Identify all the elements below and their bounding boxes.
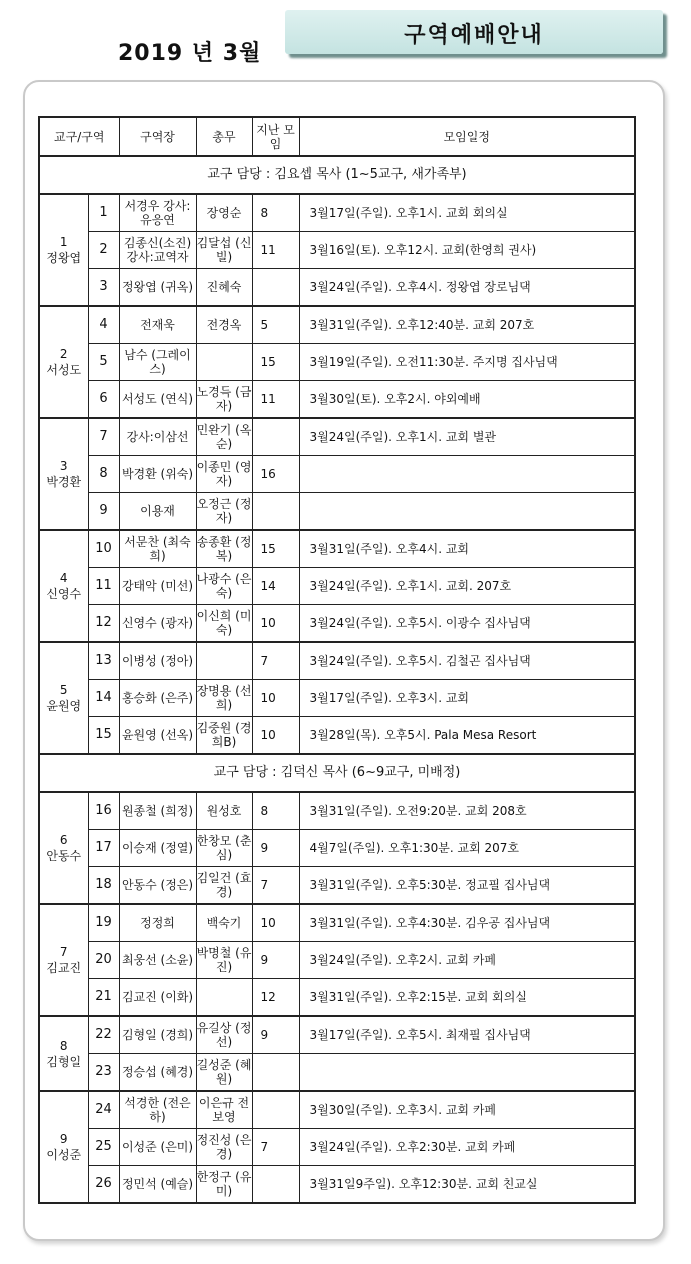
meeting-schedule: 3월30일(토). 오후2시. 야외예배 xyxy=(299,381,635,419)
header-row xyxy=(39,117,635,156)
group-number: 5 xyxy=(59,683,68,697)
table-row xyxy=(39,456,635,493)
district-leader: 강사:이삼선 xyxy=(119,418,196,456)
meeting-schedule: 3월16일(토). 오후12시. 교회(한영희 권사) xyxy=(299,232,635,269)
group-name: 안동수 xyxy=(46,849,82,863)
meeting-schedule: 3월19일(주일). 오전11:30분. 주지명 집사님댁 xyxy=(299,344,635,381)
district-number: 6 xyxy=(88,381,119,419)
group-name: 정왕엽 xyxy=(46,251,82,265)
schedule-table xyxy=(38,116,636,1204)
group-number: 2 xyxy=(59,347,68,361)
district-leader: 김형일 (경희) xyxy=(119,1016,196,1054)
last-meeting-count: 14 xyxy=(252,568,299,605)
meeting-schedule: 3월31일9주일). 오후12:30분. 교회 친교실 xyxy=(299,1166,635,1204)
table-row xyxy=(39,1016,635,1054)
meeting-schedule: 4월7일(주일). 오후1:30분. 교회 207호 xyxy=(299,830,635,867)
table-row xyxy=(39,830,635,867)
district-treasurer xyxy=(196,642,252,680)
district-leader: 이승재 (정열) xyxy=(119,830,196,867)
table-row xyxy=(39,568,635,605)
meeting-schedule xyxy=(299,493,635,531)
banner-title: 구역예배안내 xyxy=(404,23,544,48)
district-treasurer: 유길상 (정선) xyxy=(196,1016,252,1054)
district-number: 4 xyxy=(88,306,119,344)
district-treasurer: 김일건 (효경) xyxy=(196,867,252,905)
section-title: 교구 담당 : 김덕신 목사 (6~9교구, 미배정) xyxy=(39,754,635,792)
last-meeting-count xyxy=(252,418,299,456)
meeting-schedule: 3월31일(주일). 오후5:30분. 정교필 집사님댁 xyxy=(299,867,635,905)
meeting-schedule: 3월17일(주일). 오후5시. 최재필 집사님댁 xyxy=(299,1016,635,1054)
group-cell xyxy=(39,642,88,754)
section-title: 교구 담당 : 김요셉 목사 (1~5교구, 새가족부) xyxy=(39,156,635,194)
district-leader: 김종신(소진) 강사:교역자 xyxy=(119,232,196,269)
table-row xyxy=(39,979,635,1017)
table-row xyxy=(39,232,635,269)
district-leader: 김교진 (이화) xyxy=(119,979,196,1017)
header-leader: 구역장 xyxy=(119,117,196,156)
district-number: 17 xyxy=(88,830,119,867)
table-row xyxy=(39,1129,635,1166)
meeting-schedule: 3월30일(주일). 오후3시. 교회 카페 xyxy=(299,1091,635,1129)
district-treasurer: 진혜숙 xyxy=(196,269,252,307)
meeting-schedule: 3월28일(목). 오후5시. Pala Mesa Resort xyxy=(299,717,635,755)
meeting-schedule: 3월31일(주일). 오후4:30분. 김우공 집사님댁 xyxy=(299,904,635,942)
meeting-schedule: 3월24일(주일). 오후2시. 교회 카페 xyxy=(299,942,635,979)
district-leader: 전재욱 xyxy=(119,306,196,344)
district-treasurer: 이신희 (미숙) xyxy=(196,605,252,643)
last-meeting-count xyxy=(252,1166,299,1204)
district-treasurer: 김달섭 (신빌) xyxy=(196,232,252,269)
district-treasurer: 민완기 (옥순) xyxy=(196,418,252,456)
district-number: 15 xyxy=(88,717,119,755)
district-treasurer: 전경옥 xyxy=(196,306,252,344)
district-treasurer: 이종민 (영자) xyxy=(196,456,252,493)
district-leader: 윤원영 (선옥) xyxy=(119,717,196,755)
group-number: 7 xyxy=(59,945,68,959)
district-number: 24 xyxy=(88,1091,119,1129)
header-group: 교구/구역 xyxy=(39,117,119,156)
last-meeting-count xyxy=(252,1054,299,1092)
district-number: 10 xyxy=(88,530,119,568)
last-meeting-count: 12 xyxy=(252,979,299,1017)
meeting-schedule: 3월31일(주일). 오후12:40분. 교회 207호 xyxy=(299,306,635,344)
district-number: 9 xyxy=(88,493,119,531)
last-meeting-count: 7 xyxy=(252,1129,299,1166)
last-meeting-count: 8 xyxy=(252,792,299,830)
last-meeting-count: 11 xyxy=(252,232,299,269)
header-treasurer: 총무 xyxy=(196,117,252,156)
group-name: 서성도 xyxy=(46,363,82,377)
district-treasurer: 박명철 (유진) xyxy=(196,942,252,979)
district-treasurer: 길성준 (혜원) xyxy=(196,1054,252,1092)
title-banner xyxy=(285,10,663,54)
district-treasurer xyxy=(196,344,252,381)
district-leader: 남수 (그레이스) xyxy=(119,344,196,381)
last-meeting-count: 9 xyxy=(252,1016,299,1054)
table-row xyxy=(39,717,635,755)
district-leader: 석경한 (전은하) xyxy=(119,1091,196,1129)
district-leader: 서경우 강사:유응연 xyxy=(119,194,196,232)
district-treasurer: 백숙기 xyxy=(196,904,252,942)
last-meeting-count: 5 xyxy=(252,306,299,344)
table-row xyxy=(39,1091,635,1129)
last-meeting-count: 10 xyxy=(252,605,299,643)
district-number: 16 xyxy=(88,792,119,830)
district-leader: 정민석 (예슬) xyxy=(119,1166,196,1204)
district-number: 11 xyxy=(88,568,119,605)
meeting-schedule: 3월31일(주일). 오후2:15분. 교회 회의실 xyxy=(299,979,635,1017)
district-treasurer: 정진성 (은경) xyxy=(196,1129,252,1166)
table-row xyxy=(39,381,635,419)
district-number: 26 xyxy=(88,1166,119,1204)
last-meeting-count: 10 xyxy=(252,904,299,942)
table-row xyxy=(39,904,635,942)
header-last-meeting: 지난 모임 xyxy=(252,117,299,156)
date-title: 2019 년 3월 xyxy=(118,41,262,66)
district-leader: 정정희 xyxy=(119,904,196,942)
district-leader: 이병성 (정아) xyxy=(119,642,196,680)
district-leader: 강태악 (미선) xyxy=(119,568,196,605)
last-meeting-count: 9 xyxy=(252,830,299,867)
district-leader: 안동수 (정은) xyxy=(119,867,196,905)
district-leader: 이용재 xyxy=(119,493,196,531)
district-treasurer: 오정근 (정자) xyxy=(196,493,252,531)
district-leader: 박경환 (위숙) xyxy=(119,456,196,493)
district-number: 3 xyxy=(88,269,119,307)
district-treasurer: 나광수 (은숙) xyxy=(196,568,252,605)
meeting-schedule: 3월17일(주일). 오후3시. 교회 xyxy=(299,680,635,717)
district-number: 13 xyxy=(88,642,119,680)
district-treasurer: 이은규 전보영 xyxy=(196,1091,252,1129)
district-leader: 원종철 (희정) xyxy=(119,792,196,830)
district-number: 18 xyxy=(88,867,119,905)
meeting-schedule: 3월24일(주일). 오후2:30분. 교회 카페 xyxy=(299,1129,635,1166)
table-row xyxy=(39,792,635,830)
district-number: 8 xyxy=(88,456,119,493)
group-cell xyxy=(39,792,88,904)
section-row xyxy=(39,754,635,792)
district-number: 25 xyxy=(88,1129,119,1166)
last-meeting-count xyxy=(252,1091,299,1129)
table-row xyxy=(39,680,635,717)
district-treasurer: 김중원 (경희B) xyxy=(196,717,252,755)
group-number: 3 xyxy=(59,459,68,473)
group-number: 1 xyxy=(59,235,68,249)
group-cell xyxy=(39,1091,88,1203)
table-row xyxy=(39,605,635,643)
district-leader: 서성도 (연식) xyxy=(119,381,196,419)
group-name: 이성준 xyxy=(46,1148,82,1162)
district-treasurer: 송종환 (정복) xyxy=(196,530,252,568)
last-meeting-count: 10 xyxy=(252,717,299,755)
group-number: 8 xyxy=(59,1038,68,1053)
district-treasurer: 장영순 xyxy=(196,194,252,232)
district-treasurer: 원성호 xyxy=(196,792,252,830)
group-number: 4 xyxy=(59,571,68,585)
group-number: 9 xyxy=(59,1132,68,1146)
last-meeting-count: 7 xyxy=(252,642,299,680)
meeting-schedule xyxy=(299,456,635,493)
district-number: 1 xyxy=(88,194,119,232)
meeting-schedule xyxy=(299,1054,635,1092)
district-leader: 정승섭 (혜경) xyxy=(119,1054,196,1092)
last-meeting-count: 15 xyxy=(252,530,299,568)
district-number: 2 xyxy=(88,232,119,269)
district-treasurer: 노경득 (금자) xyxy=(196,381,252,419)
district-treasurer: 한정구 (유미) xyxy=(196,1166,252,1204)
table-row xyxy=(39,1166,635,1204)
district-leader: 신영수 (광자) xyxy=(119,605,196,643)
table-row xyxy=(39,493,635,531)
last-meeting-count xyxy=(252,493,299,531)
group-cell xyxy=(39,306,88,418)
group-number: 6 xyxy=(59,833,68,847)
table-row xyxy=(39,1054,635,1092)
district-number: 14 xyxy=(88,680,119,717)
district-number: 23 xyxy=(88,1054,119,1092)
district-number: 22 xyxy=(88,1016,119,1054)
table-row xyxy=(39,530,635,568)
district-leader: 서문찬 (최숙희) xyxy=(119,530,196,568)
group-cell xyxy=(39,1016,88,1091)
group-cell xyxy=(39,530,88,642)
meeting-schedule: 3월24일(주일). 오후5시. 김철곤 집사님댁 xyxy=(299,642,635,680)
last-meeting-count: 7 xyxy=(252,867,299,905)
table-row xyxy=(39,306,635,344)
last-meeting-count: 9 xyxy=(252,942,299,979)
table-row xyxy=(39,344,635,381)
table-row xyxy=(39,942,635,979)
meeting-schedule: 3월17일(주일). 오후1시. 교회 회의실 xyxy=(299,194,635,232)
last-meeting-count: 10 xyxy=(252,680,299,717)
group-cell xyxy=(39,904,88,1016)
district-treasurer: 한창모 (춘심) xyxy=(196,830,252,867)
group-cell xyxy=(39,194,88,306)
group-name: 김형일 xyxy=(46,1054,82,1069)
group-cell xyxy=(39,418,88,530)
district-number: 20 xyxy=(88,942,119,979)
district-number: 5 xyxy=(88,344,119,381)
header-schedule: 모임일정 xyxy=(299,117,635,156)
district-leader: 홍승화 (은주) xyxy=(119,680,196,717)
table-row xyxy=(39,642,635,680)
district-number: 7 xyxy=(88,418,119,456)
meeting-schedule: 3월31일(주일). 오후4시. 교회 xyxy=(299,530,635,568)
table-row xyxy=(39,418,635,456)
table-row xyxy=(39,867,635,905)
meeting-schedule: 3월24일(주일). 오후1시. 교회. 207호 xyxy=(299,568,635,605)
district-treasurer xyxy=(196,979,252,1017)
last-meeting-count: 15 xyxy=(252,344,299,381)
last-meeting-count: 11 xyxy=(252,381,299,419)
section-row xyxy=(39,156,635,194)
table-row xyxy=(39,269,635,307)
district-number: 12 xyxy=(88,605,119,643)
meeting-schedule: 3월31일(주일). 오전9:20분. 교회 208호 xyxy=(299,792,635,830)
group-name: 신영수 xyxy=(46,587,82,601)
group-name: 박경환 xyxy=(46,475,82,489)
district-leader: 최웅선 (소윤) xyxy=(119,942,196,979)
district-leader: 정왕엽 (귀옥) xyxy=(119,269,196,307)
last-meeting-count: 16 xyxy=(252,456,299,493)
district-number: 21 xyxy=(88,979,119,1017)
table-row xyxy=(39,194,635,232)
district-treasurer: 장명용 (선희) xyxy=(196,680,252,717)
district-leader: 이성준 (은미) xyxy=(119,1129,196,1166)
last-meeting-count xyxy=(252,269,299,307)
last-meeting-count: 8 xyxy=(252,194,299,232)
group-name: 김교진 xyxy=(46,961,82,975)
meeting-schedule: 3월24일(주일). 오후5시. 이광수 집사님댁 xyxy=(299,605,635,643)
district-number: 19 xyxy=(88,904,119,942)
meeting-schedule: 3월24일(주일). 오후4시. 정왕엽 장로님댁 xyxy=(299,269,635,307)
group-name: 윤원영 xyxy=(46,699,82,713)
meeting-schedule: 3월24일(주일). 오후1시. 교회 별관 xyxy=(299,418,635,456)
